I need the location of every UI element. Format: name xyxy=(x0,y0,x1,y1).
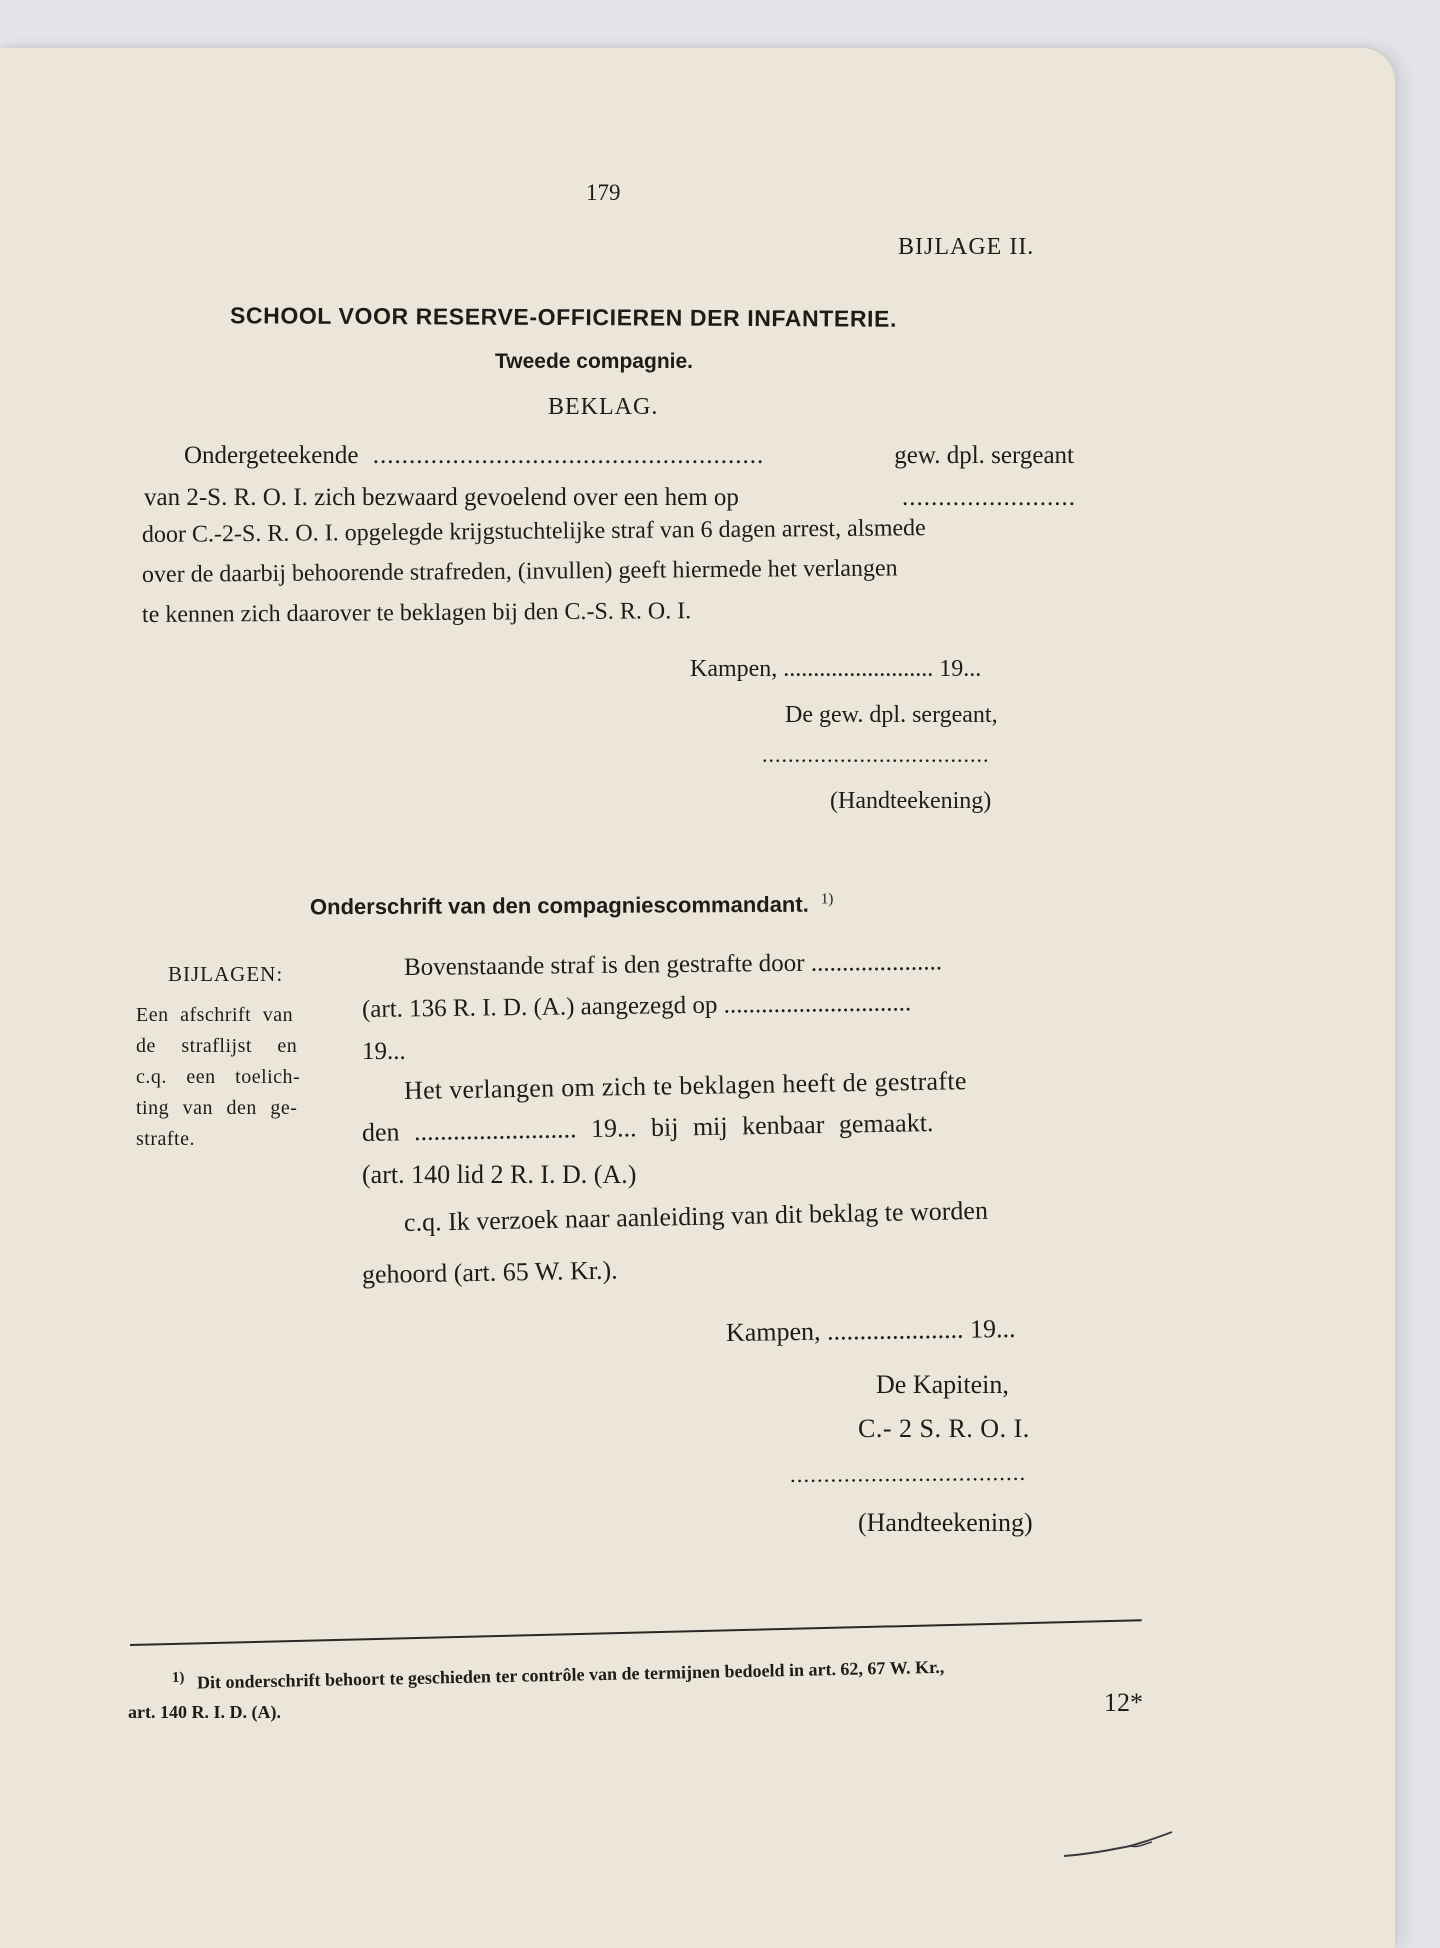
endorsement-line-5: den ......................... 19... bij mij kenbaar gemaakt. xyxy=(361,1108,934,1147)
bijlagen-line-2: de straflijst en xyxy=(136,1035,298,1057)
bijlagen-line-1: Een afschrift van xyxy=(136,1004,294,1026)
endorsement-signer-unit: C.- 2 S. R. O. I. xyxy=(858,1414,1030,1443)
bijlagen-label: BIJLAGEN: xyxy=(168,962,284,986)
footnote-line-1-text: Dit onderschrift behoort te geschieden ter contrôle van de termijnen bedoeld in art. 62, 67 W. Kr., xyxy=(196,1656,945,1693)
endorsement-title-text: Onderschrift van den compagniescommandant. xyxy=(309,891,809,920)
endorsement-title xyxy=(310,891,834,920)
school-heading: SCHOOL VOOR RESERVE-OFFICIEREN DER INFANTERIE. xyxy=(229,302,898,332)
company-heading: Tweede compagnie. xyxy=(495,350,693,373)
bijlagen-line-4: ting van den ge- xyxy=(136,1097,298,1119)
complaint-line-4: over de daarbij behoorende strafreden, (invullen) geeft hiermede het verlangen xyxy=(141,555,898,588)
endorsement-signature-label: (Handteekening) xyxy=(858,1508,1033,1537)
signature-mark: 12* xyxy=(1104,1688,1143,1717)
endorsement-line-1: Bovenstaande straf is den gestrafte door ..................... xyxy=(403,948,943,981)
endorsement-line-2: (art. 136 R. I. D. (A.) aangezegd op .............................. xyxy=(361,989,912,1023)
endorsement-line-3: 19... xyxy=(362,1038,406,1065)
pencil-scribble xyxy=(1060,1820,1180,1870)
appendix-label: BIJLAGE II. xyxy=(898,234,1035,260)
footnote-marker: 1) xyxy=(171,1669,185,1686)
document-title: BEKLAG. xyxy=(548,394,659,420)
bijlagen-line-3: c.q. een toelich- xyxy=(136,1066,301,1088)
complaint-line-1-start: Ondergeteekende xyxy=(184,442,359,469)
endorsement-line-8: gehoord (art. 65 W. Kr.). xyxy=(361,1255,618,1289)
complaint-line-2-text: van 2-S. R. O. I. zich bezwaard gevoelend over een hem op xyxy=(144,484,739,511)
complaint-signature-label: (Handteekening) xyxy=(830,788,992,814)
endorsement-line-6: (art. 140 lid 2 R. I. D. (A.) xyxy=(362,1160,637,1189)
complaint-place-date: Kampen, ......................... 19... xyxy=(690,656,982,682)
endorsement-signature-line: ................................... xyxy=(789,1459,1027,1487)
complaint-line-5: te kennen zich daarover te beklagen bij den C.-S. R. O. I. xyxy=(141,598,692,628)
bijlagen-line-5: strafte. xyxy=(136,1128,195,1150)
complaint-signature-line: ................................... xyxy=(762,742,990,767)
complaint-signer: De gew. dpl. sergeant, xyxy=(785,702,998,728)
complaint-date-blank: ........................ xyxy=(902,484,1076,511)
footnote-divider xyxy=(130,1619,1142,1646)
complaint-line-3: door C.-2-S. R. O. I. opgelegde krijgstuchtelijke straf van 6 dagen arrest, alsmede xyxy=(141,515,926,548)
endorsement-place-date: Kampen, ..................... 19... xyxy=(725,1313,1016,1347)
complaint-line-1-end: gew. dpl. sergeant xyxy=(894,442,1074,469)
footnote-line-2: art. 140 R. I. D. (A). xyxy=(128,1702,281,1722)
complaint-name-blank: ...................................................... xyxy=(372,442,765,469)
complaint-line-1 xyxy=(184,442,1074,470)
endorsement-signer-title: De Kapitein, xyxy=(876,1370,1009,1399)
endorsement-line-4: Het verlangen om zich te beklagen heeft de gestrafte xyxy=(403,1066,967,1105)
page-number: 179 xyxy=(586,180,621,205)
footnote-line-1 xyxy=(172,1654,945,1694)
complaint-line-2 xyxy=(144,484,1076,512)
document-page xyxy=(0,48,1395,1948)
endorsement-line-7: c.q. Ik verzoek naar aanleiding van dit beklag te worden xyxy=(403,1195,989,1237)
footnote-reference: 1) xyxy=(820,891,834,908)
